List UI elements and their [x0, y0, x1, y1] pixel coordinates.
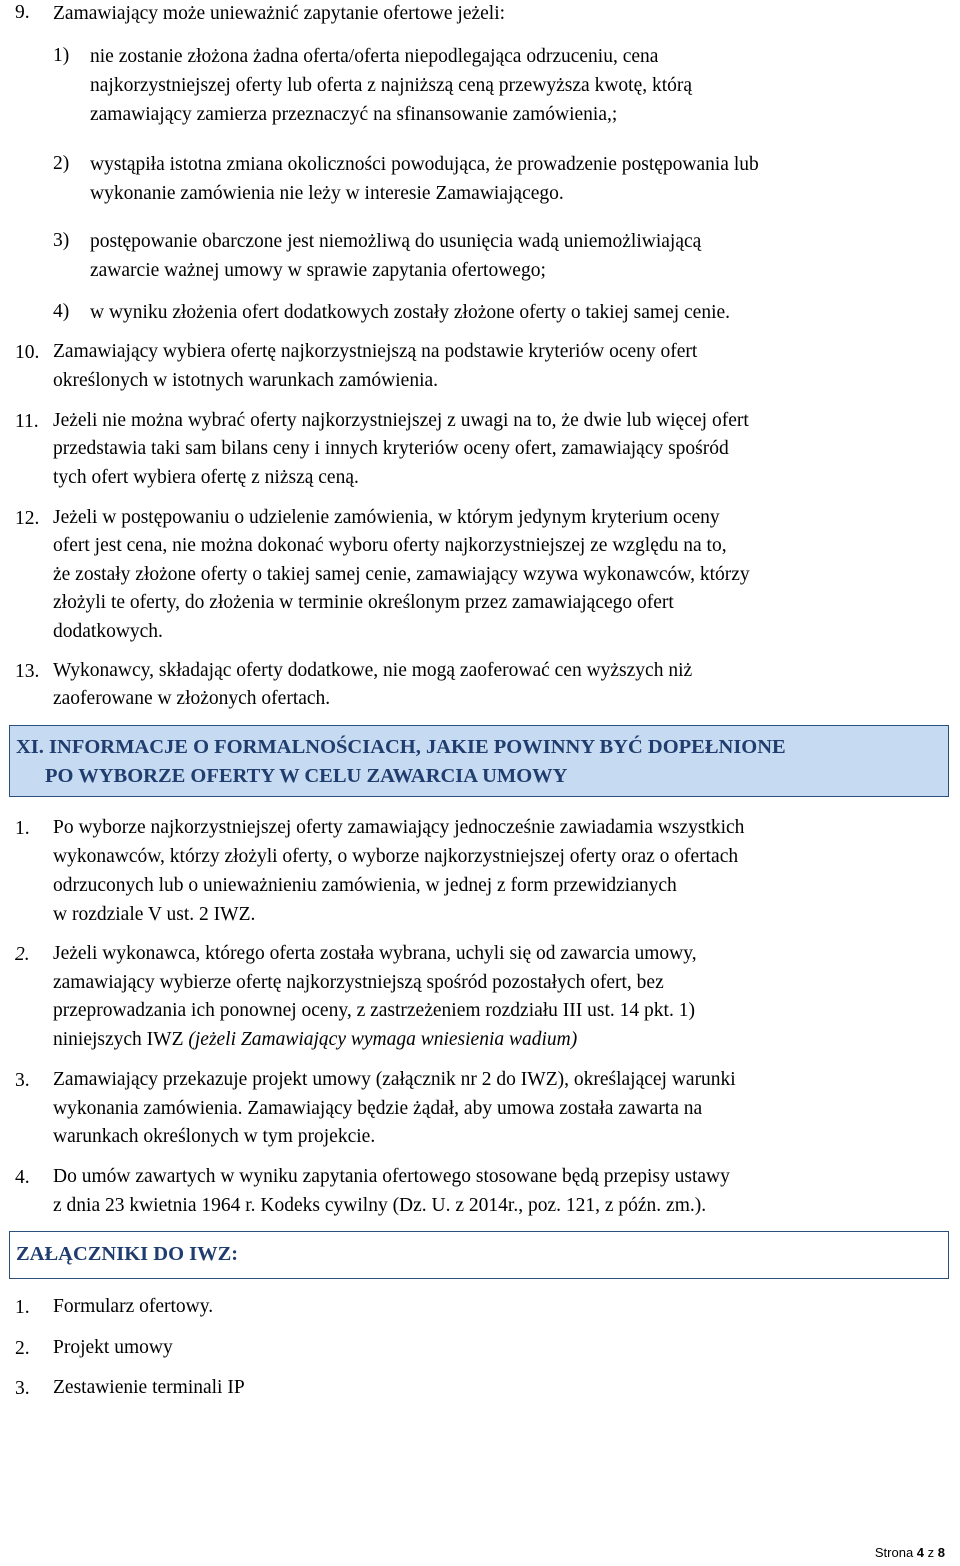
footer-prefix: Strona [874, 1545, 917, 1560]
s11-item-3-number: 3. [15, 1070, 30, 1091]
item-9-1-line: nie zostanie złożona żadna oferta/oferta niepodlegająca odrzuceniu, cena [90, 46, 659, 67]
item-12-line: ofert jest cena, nie można dokonać wyboru oferty najkorzystniejszej ze względu na to, [53, 535, 727, 556]
s11-item-3-line: warunkach określonych w tym projekcie. [53, 1126, 376, 1147]
item-10-number: 10. [15, 342, 40, 363]
item-11-number: 11. [15, 411, 39, 432]
footer-total-pages: 8 [937, 1545, 945, 1560]
item-11-line: tych ofert wybiera ofertę z niższą ceną. [53, 467, 359, 488]
s11-item-1-line: odrzuconych lub o unieważnieniu zamówienia, w jednej z form przewidzianych [53, 875, 677, 896]
item-10-line: określonych w istotnych warunkach zamówienia. [53, 370, 439, 391]
footer-separator: z [924, 1545, 938, 1560]
s11-item-1-line: Po wyborze najkorzystniejszej oferty zamawiający jednocześnie zawiadamia wszystkich [53, 817, 745, 838]
s11-item-4-line: Do umów zawartych w wyniku zapytania ofertowego stosowane będą przepisy ustawy [53, 1166, 730, 1187]
page-footer [875, 1545, 945, 1560]
attachment-3-number: 3. [15, 1378, 30, 1399]
item-9-3-number: 3) [53, 230, 70, 251]
item-9-2-line: wykonanie zamówienia nie leży w interesie Zamawiającego. [90, 183, 564, 204]
s11-item-2-last-line [53, 1030, 577, 1050]
item-12-line: dodatkowych. [53, 621, 163, 642]
s11-item-2-number: 2. [15, 944, 30, 965]
item-9-1-line: najkorzystniejszej oferty lub oferta z najniższą ceną przewyższa kwotę, którą [90, 75, 693, 96]
item-13-number: 13. [15, 661, 40, 682]
item-9-2-line: wystąpiła istotna zmiana okoliczności powodująca, że prowadzenie postępowania lub [90, 154, 759, 175]
s11-item-1-line: w rozdziale V ust. 2 IWZ. [53, 904, 256, 925]
s11-item-3-line: wykonania zamówienia. Zamawiający będzie żądał, aby umowa została zawarta na [53, 1098, 703, 1119]
item-9-number: 9. [15, 2, 30, 23]
s11-item-2-last-plain: niniejszych IWZ [53, 1029, 189, 1050]
attachment-3-label: Zestawienie terminali IP [53, 1377, 245, 1398]
item-13-line: Wykonawcy, składając oferty dodatkowe, nie mogą zaoferować cen wyższych niż [53, 660, 693, 681]
section-11-title-line-2: PO WYBORZE OFERTY W CELU ZAWARCIA UMOWY [45, 765, 568, 787]
item-11-line: przedstawia taki sam bilans ceny i innych kryteriów oceny ofert, zamawiający spośród [53, 438, 729, 459]
s11-item-4-line: z dnia 23 kwietnia 1964 r. Kodeks cywilny (Dz. U. z 2014r., poz. 121, z późn. zm.). [53, 1195, 707, 1216]
item-9-3-line: zawarcie ważnej umowy w sprawie zapytania ofertowego; [90, 260, 546, 281]
s11-item-2-line: zamawiający wybierze ofertę najkorzystniejszą spośród pozostałych ofert, bez [53, 972, 664, 993]
attachment-1-label: Formularz ofertowy. [53, 1296, 214, 1317]
s11-item-3-line: Zamawiający przekazuje projekt umowy (załącznik nr 2 do IWZ), określającej warunki [53, 1069, 736, 1090]
footer-page-number: 4 [916, 1545, 925, 1560]
item-9-1-line: zamawiający zamierza przeznaczyć na sfinansowanie zamówienia,; [90, 104, 618, 125]
item-10-line: Zamawiający wybiera ofertę najkorzystniejszą na podstawie kryteriów oceny ofert [53, 341, 698, 362]
s11-item-2-line: Jeżeli wykonawca, którego oferta została wybrana, uchyli się od zawarcia umowy, [53, 943, 697, 964]
s11-item-4-number: 4. [15, 1167, 30, 1188]
item-12-line: że zostały złożone oferty o takiej samej cenie, zamawiający wzywa wykonawców, którzy [53, 564, 750, 585]
item-9-4-line: w wyniku złożenia ofert dodatkowych zostały złożone oferty o takiej samej cenie. [90, 302, 731, 323]
item-9-4-number: 4) [53, 301, 70, 322]
item-12-line: złożyli te oferty, do złożenia w terminie określonym przez zamawiającego ofert [53, 592, 674, 613]
s11-item-1-number: 1. [15, 818, 30, 839]
item-9-1-number: 1) [53, 45, 70, 66]
item-12-number: 12. [15, 508, 40, 529]
s11-item-2-line: przeprowadzania ich ponownej oceny, z zastrzeżeniem rozdziału III ust. 14 pkt. 1) [53, 1000, 695, 1021]
attachment-1-number: 1. [15, 1297, 30, 1318]
attachment-2-number: 2. [15, 1338, 30, 1359]
item-9-2-number: 2) [53, 153, 70, 174]
item-12-line: Jeżeli w postępowaniu o udzielenie zamówienia, w którym jedynym kryterium oceny [53, 507, 720, 528]
section-11-title-line-1: XI. INFORMACJE O FORMALNOŚCIACH, JAKIE POWINNY BYĆ DOPEŁNIONE [16, 736, 786, 758]
attachments-title: ZAŁĄCZNIKI DO IWZ: [16, 1243, 239, 1265]
s11-item-2-last-italic: (jeżeli Zamawiający wymaga wniesienia wadium) [188, 1029, 578, 1050]
s11-item-1-line: wykonawców, którzy złożyli oferty, o wyborze najkorzystniejszej oferty oraz o ofertach [53, 846, 739, 867]
item-11-line: Jeżeli nie można wybrać oferty najkorzystniejszej z uwagi na to, że dwie lub więcej ofert [53, 410, 749, 431]
item-9-text: Zamawiający może unieważnić zapytanie ofertowe jeżeli: [53, 3, 506, 24]
item-13-line: zaoferowane w złożonych ofertach. [53, 688, 331, 709]
attachment-2-label: Projekt umowy [53, 1337, 173, 1358]
item-9-3-line: postępowanie obarczone jest niemożliwą do usunięcia wadą uniemożliwiającą [90, 231, 702, 252]
